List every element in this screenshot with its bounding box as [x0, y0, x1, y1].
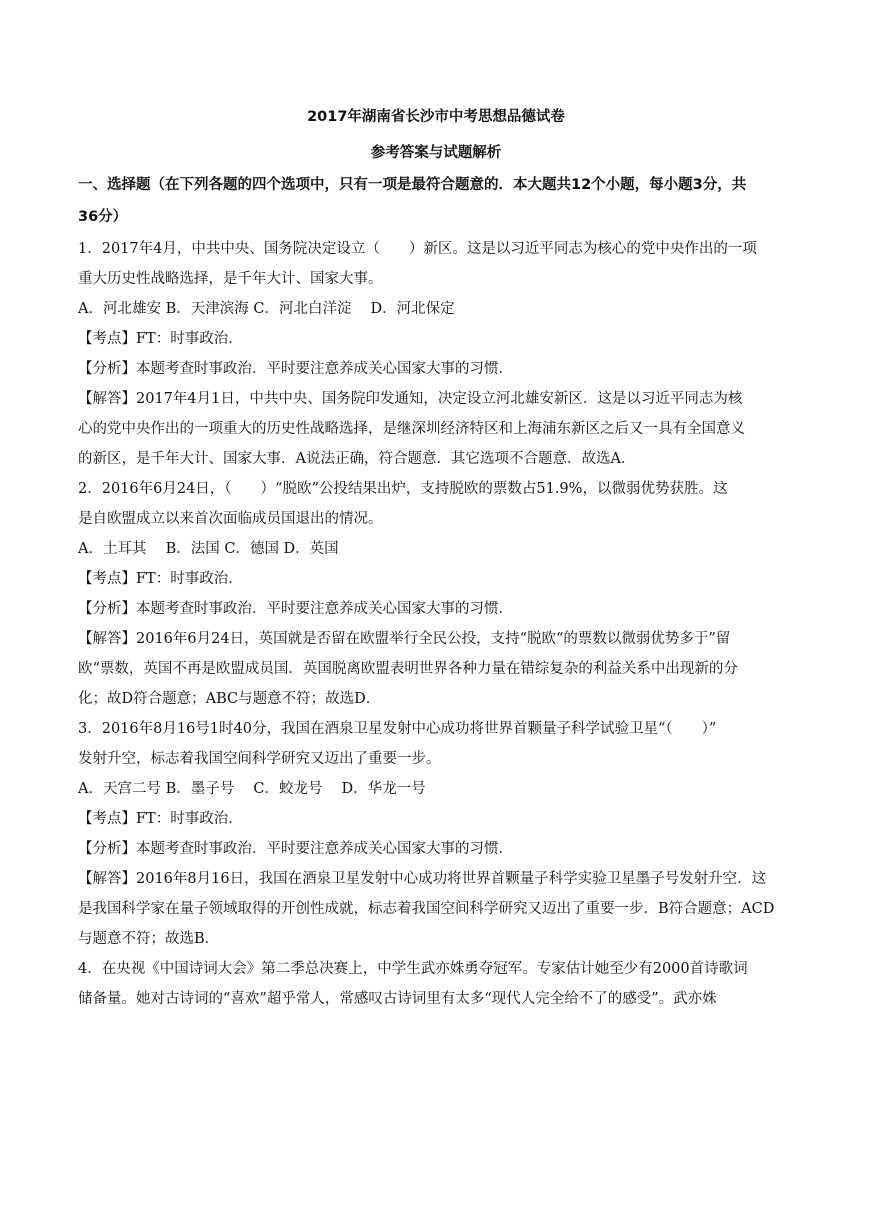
question-4	[78, 960, 794, 1008]
question-stem: 重大历史性战略选择，是千年大计、国家大事。	[78, 271, 383, 287]
question-jieda: 【解答】2016年8月16日，我国在酒泉卫星发射中心成功将世界首颗量子科学实验卫星墨子号发射升空．这	[78, 871, 767, 887]
question-stem: 3．2016年8月16号1时40分，我国在酒泉卫星发射中心成功将世界首颗量子科学试验卫星“（ ）”	[78, 721, 717, 737]
question-jieda: 【解答】2016年6月24日，英国就是否留在欧盟举行全民公投，支持“脱欧“的票数以微弱优势多于”留	[78, 631, 731, 647]
question-jieda: 与题意不符；故选B．	[78, 931, 220, 947]
question-stem: 储备量。她对古诗词的“喜欢”超乎常人，常感叹古诗词里有太多“现代人完全给不了的感受”。武亦姝	[78, 991, 717, 1007]
question-fenxi: 【分析】本题考查时事政治．平时要注意养成关心国家大事的习惯．	[78, 601, 513, 617]
question-kaodian: 【考点】FT：时事政治．	[78, 571, 243, 587]
question-stem: 1．2017年4月，中共中央、国务院决定设立（ ）新区。这是以习近平同志为核心的党中央作出的一项	[78, 241, 757, 257]
question-3	[78, 720, 794, 960]
question-2	[78, 480, 794, 720]
question-jieda: 心的党中央作出的一项重大的历史性战略选择，是继深圳经济特区和上海浦东新区之后又一具有全国意义	[78, 421, 745, 437]
document-subtitle: 参考答案与试题解析	[370, 145, 502, 161]
question-stem: 发射升空，标志着我国空间科学研究又迈出了重要一步。	[78, 751, 441, 767]
question-stem: 是自欧盟成立以来首次面临成员国退出的情况。	[78, 511, 383, 527]
question-jieda: 欧“票数，英国不再是欧盟成员国．英国脱离欧盟表明世界各种力量在错综复杂的利益关系中出现新的分	[78, 661, 738, 677]
question-1	[78, 240, 794, 480]
question-options: A．河北雄安 B．天津滨海 C．河北白洋淀 D．河北保定	[78, 301, 455, 317]
question-jieda: 【解答】2017年4月1日，中共中央、国务院印发通知，决定设立河北雄安新区．这是以习近平同志为核	[78, 391, 743, 407]
question-kaodian: 【考点】FT：时事政治．	[78, 811, 243, 827]
section-header-cont: 36分）	[78, 209, 128, 225]
section-header: 一、选择题（在下列各题的四个选项中，只有一项是最符合题意的．本大题共12个小题，每小题3分，共	[78, 177, 747, 193]
question-kaodian: 【考点】FT：时事政治．	[78, 331, 243, 347]
question-jieda: 化；故D符合题意；ABC与题意不符；故选D．	[78, 691, 381, 707]
document-title: 2017年湖南省长沙市中考思想品德试卷	[307, 109, 565, 125]
question-stem: 4．在央视《中国诗词大会》第二季总决赛上，中学生武亦姝勇夺冠军。专家估计她至少有2000首诗歌词	[78, 961, 748, 977]
question-stem: 2．2016年6月24日，（ ）“脱欧”公投结果出炉，支持脱欧的票数占51.9%，以微弱优势获胜。这	[78, 481, 728, 497]
question-fenxi: 【分析】本题考查时事政治．平时要注意养成关心国家大事的习惯．	[78, 841, 513, 857]
question-options: A．土耳其 B．法国 C．德国 D．英国	[78, 541, 339, 557]
question-jieda: 是我国科学家在量子领域取得的开创性成就，标志着我国空间科学研究又迈出了重要一步．B符合题意；ACD	[78, 901, 775, 917]
document-page	[78, 108, 794, 1008]
question-jieda: 的新区，是千年大计、国家大事．A说法正确，符合题意．其它选项不合题意．故选A．	[78, 451, 636, 467]
question-fenxi: 【分析】本题考查时事政治．平时要注意养成关心国家大事的习惯．	[78, 361, 513, 377]
question-options: A．天宫二号 B．墨子号 C．蛟龙号 D．华龙一号	[78, 781, 426, 797]
